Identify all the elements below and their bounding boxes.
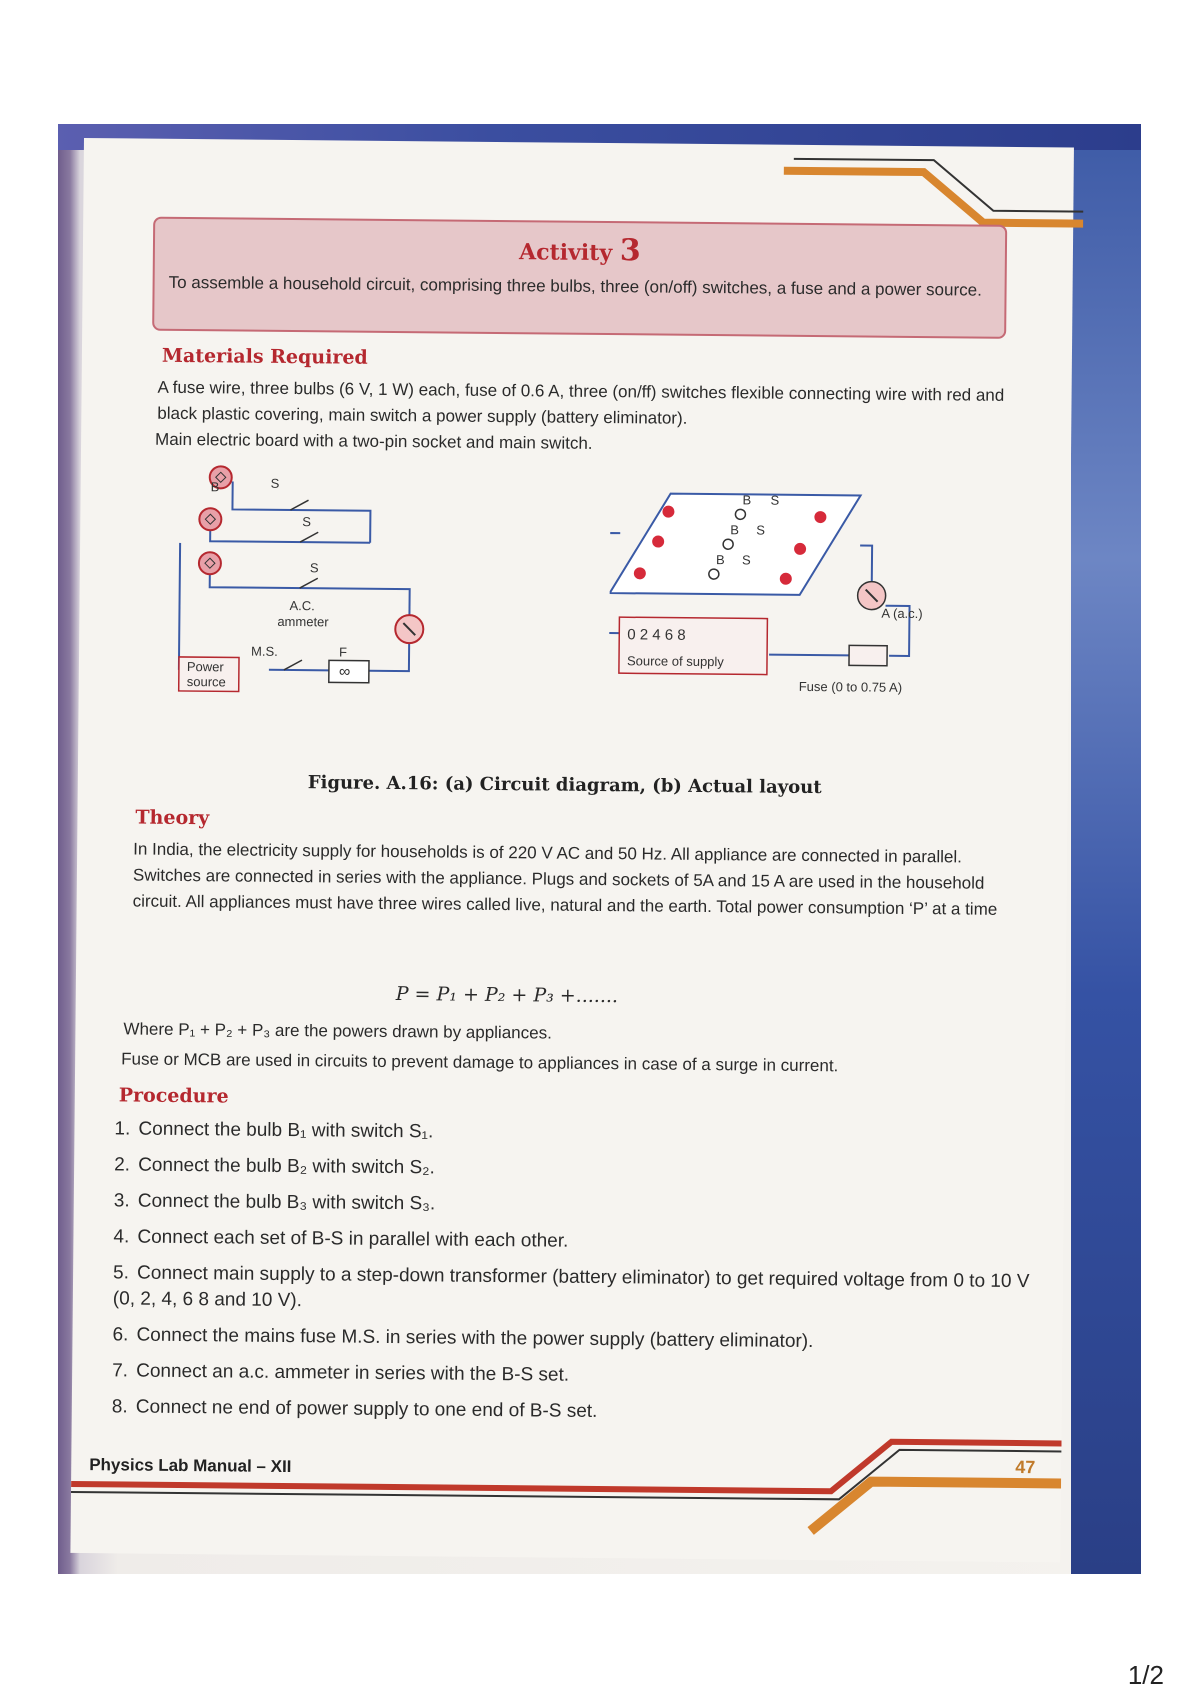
activity-title-box <box>152 217 1007 339</box>
bulb-b3-icon <box>199 552 221 574</box>
procedure-steps <box>112 1116 1035 1439</box>
book-page <box>70 138 1074 1562</box>
procedure-step: 3. Connect the bulb B₃ with switch S₃. <box>113 1190 436 1215</box>
figure-caption: Figure. A.16: (a) Circuit diagram, (b) Actual layout <box>307 772 822 799</box>
procedure-heading: Procedure <box>118 1084 229 1108</box>
label-s3: S <box>309 560 319 576</box>
layout-label-ammeter: A (a.c.) <box>881 605 923 622</box>
circuit-diagram <box>169 459 431 701</box>
activity-number: 3 <box>619 233 641 269</box>
actual-layout-diagram <box>609 483 941 716</box>
procedure-step: 7. Connect an a.c. ammeter in series with the B-S set. <box>112 1360 570 1386</box>
procedure-step: 1. Connect the bulb B₁ with switch S₁. <box>114 1118 434 1143</box>
theory-where: Where P₁ + P₂ + P₃ are the powers drawn by appliances. <box>123 1019 552 1043</box>
book-title: Physics Lab Manual – XII <box>89 1455 292 1477</box>
bulb-b2-icon <box>199 508 221 530</box>
label-ammeter-2: ammeter <box>277 613 329 630</box>
activity-aim: To assemble a household circuit, comprising three bulbs, three (on/off) switches, a fuse and a power source. <box>168 272 982 300</box>
procedure-step: 6. Connect the mains fuse M.S. in series with the power supply (battery eliminator). <box>112 1324 814 1353</box>
label-source: source <box>186 674 226 690</box>
label-s1: S <box>270 475 280 491</box>
label-ammeter-1: A.C. <box>289 597 315 614</box>
materials-heading: Materials Required <box>161 344 368 369</box>
label-f: F <box>339 644 348 660</box>
bottom-decoration <box>71 1428 1062 1537</box>
procedure-step: 4. Connect each set of B-S in parallel with each other. <box>113 1226 569 1252</box>
pdf-page-indicator: 1/2 <box>1127 1660 1164 1690</box>
materials-text: A fuse wire, three bulbs (6 V, 1 W) each, fuse of 0.6 A, three (on/ff) switches flexible connecting wire with red and black plastic covering, main switch a power supply (battery eliminator). <box>157 377 1005 428</box>
materials-text-2: Main electric board with a two-pin socket and main switch. <box>155 429 593 453</box>
layout-label-s1: S <box>770 492 780 508</box>
layout-label-b1: B <box>742 492 752 508</box>
theory-fuse-note: Fuse or MCB are used in circuits to prevent damage to appliances in case of a surge in current. <box>121 1049 839 1076</box>
layout-label-b3: B <box>715 552 725 568</box>
layout-dial: 0 2 4 6 8 <box>627 626 686 644</box>
book-photo <box>58 124 1141 1574</box>
label-ms: M.S. <box>251 643 278 659</box>
fuse-infinity-glyph: ∞ <box>338 663 351 681</box>
theory-text: In India, the electricity supply for households is of 220 V AC and 50 Hz. All appliance are connected in parallel. Switches are connected in series with the appliance. Plugs and sockets of 5A and 15 A are used in the household circuit. All appliances must have three wires called live, natural and the earth. Total power consumption ‘P’ at a time <box>132 839 998 919</box>
layout-label-source: Source of supply <box>626 653 724 670</box>
switch-board <box>610 493 861 595</box>
top-decoration <box>783 151 1084 234</box>
layout-label-s3: S <box>741 552 751 568</box>
procedure-step: 5. Connect main supply to a step-down transformer (battery eliminator) to get required voltage from 0 to 10 V (0, 2, 4, 6 8 and 10 V). <box>112 1262 1030 1312</box>
activity-label: Activity <box>518 239 613 267</box>
page-number: 47 <box>1015 1457 1036 1478</box>
label-s2: S <box>302 514 312 530</box>
theory-heading: Theory <box>135 806 210 830</box>
procedure-step: 2. Connect the bulb B₂ with switch S₂. <box>114 1154 435 1179</box>
layout-fuse-icon <box>849 645 887 665</box>
layout-label-fuse: Fuse (0 to 0.75 A) <box>798 678 903 695</box>
background-cloth <box>1071 124 1141 1574</box>
label-power: Power <box>186 659 224 675</box>
label-b1: B <box>210 479 220 495</box>
layout-label-b2: B <box>730 522 740 538</box>
procedure-step: 8. Connect ne end of power supply to one end of B-S set. <box>111 1396 598 1422</box>
ammeter-icon <box>395 615 423 643</box>
power-equation: P = P₁ + P₂ + P₃ +....... <box>395 983 619 1008</box>
activity-title <box>155 229 1005 272</box>
layout-label-s2: S <box>756 522 766 538</box>
